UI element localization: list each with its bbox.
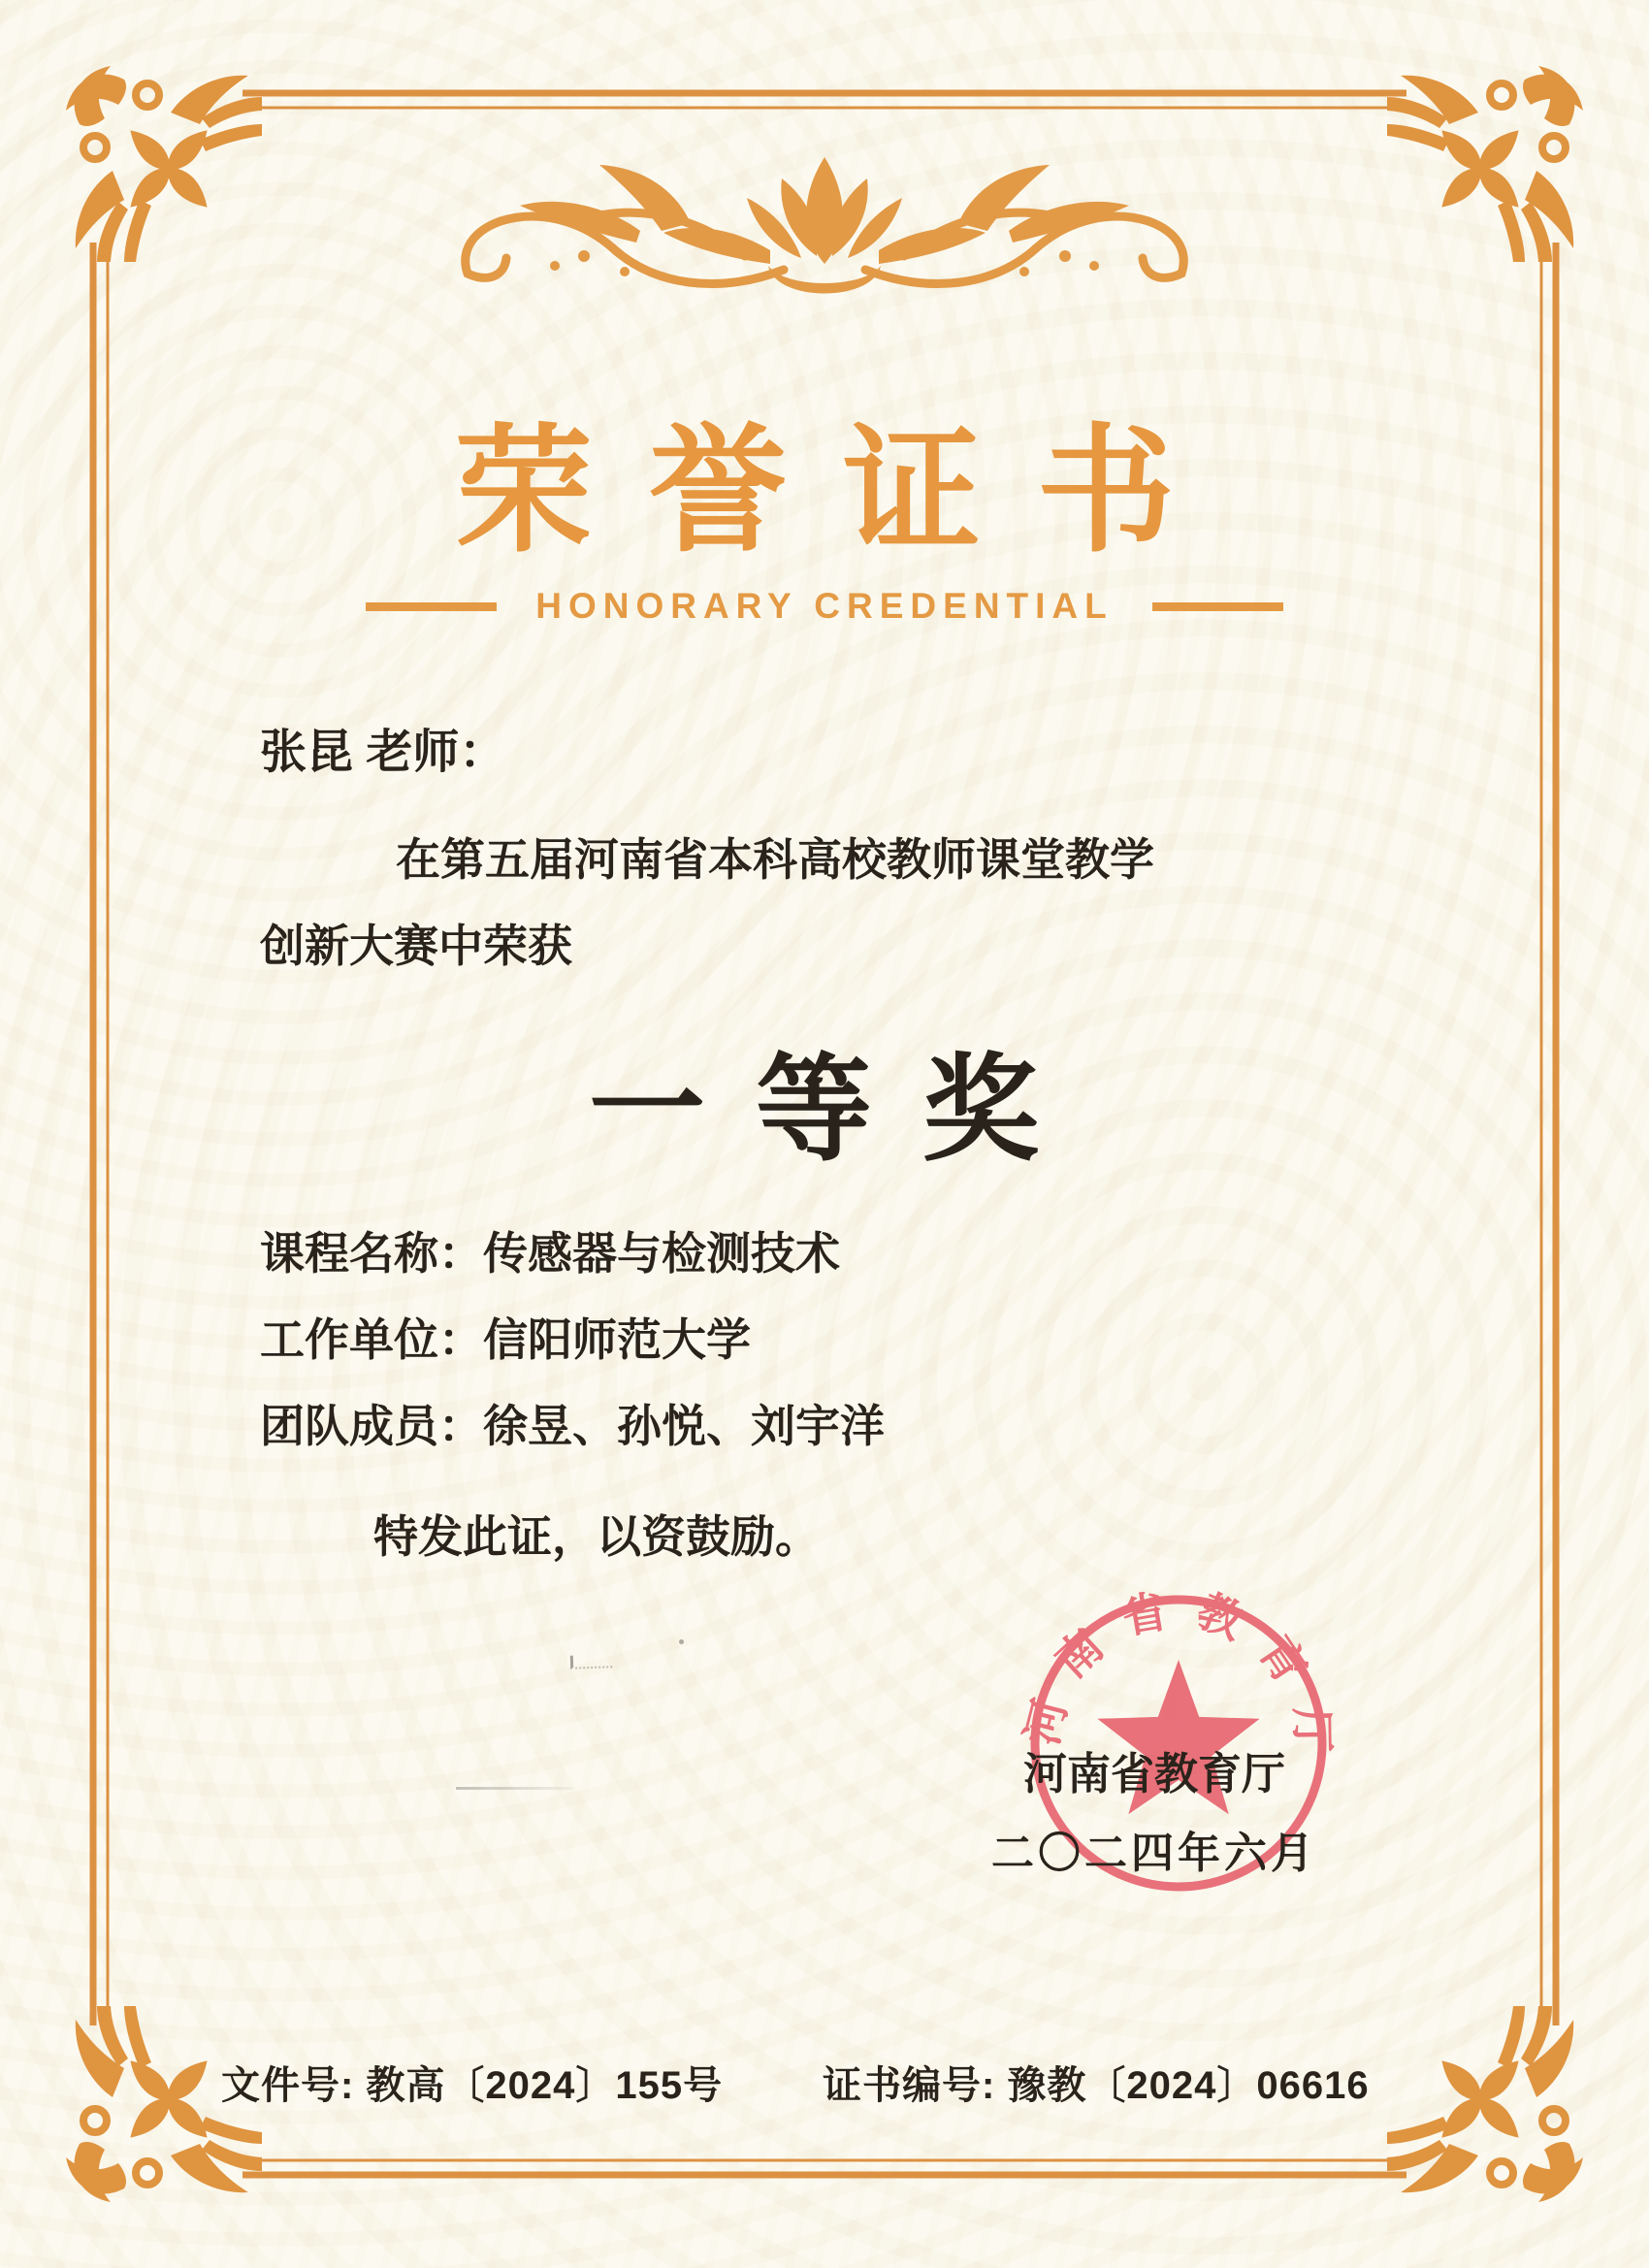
- closing-line: 特发此证，以资鼓励。: [373, 1511, 820, 1562]
- issuer-name: 河南省教育厅: [1022, 1749, 1285, 1798]
- certificate-number: 证书编号: 豫教〔2024〕06616: [823, 2064, 1370, 2107]
- body-line2: 创新大赛中荣获: [260, 921, 572, 971]
- unit-label: 工作单位：: [260, 1314, 483, 1365]
- detail-rows: [260, 1211, 885, 1470]
- detail-row-course: [260, 1211, 885, 1297]
- scan-artifact: [679, 1639, 684, 1644]
- unit-value: 信阳师范大学: [483, 1314, 751, 1365]
- scan-artifact: [570, 1654, 612, 1669]
- corner-flourish-icon: [1387, 2006, 1583, 2202]
- detail-row-unit: [260, 1297, 885, 1383]
- subtitle-dash-left: [366, 602, 497, 611]
- file-number: 文件号: 教高〔2024〕155号: [221, 2064, 724, 2107]
- seal-arc-text: 河南省教育厅: [1016, 1581, 1339, 1777]
- corner-flourish-icon: [1387, 66, 1583, 262]
- signature-block: [892, 1738, 1416, 1880]
- certificate-title: 荣誉证书: [455, 414, 1231, 568]
- body-paragraph: [260, 817, 1375, 989]
- certificate-subtitle: HONORARY CREDENTIAL: [535, 586, 1114, 626]
- corner-flourish-icon: [66, 66, 262, 262]
- issue-date: 二〇二四年六月: [991, 1830, 1317, 1877]
- subtitle-dash-right: [1152, 602, 1283, 611]
- course-label: 课程名称：: [260, 1228, 483, 1279]
- scan-artifact: [456, 1787, 572, 1790]
- lotus-flourish-icon: [330, 142, 1319, 336]
- course-value: 传感器与检测技术: [483, 1228, 840, 1279]
- team-label: 团队成员：: [260, 1401, 483, 1451]
- body-line1: 在第五届河南省本科高校教师课堂教学: [396, 834, 1154, 885]
- recipient-name: 张昆 老师：: [260, 727, 506, 778]
- award-title: 一等奖: [589, 1046, 1089, 1175]
- team-value: 徐昱、孙悦、刘宇洋: [483, 1401, 885, 1451]
- certificate-subtitle-row: [0, 586, 1649, 627]
- detail-row-team: [260, 1383, 885, 1470]
